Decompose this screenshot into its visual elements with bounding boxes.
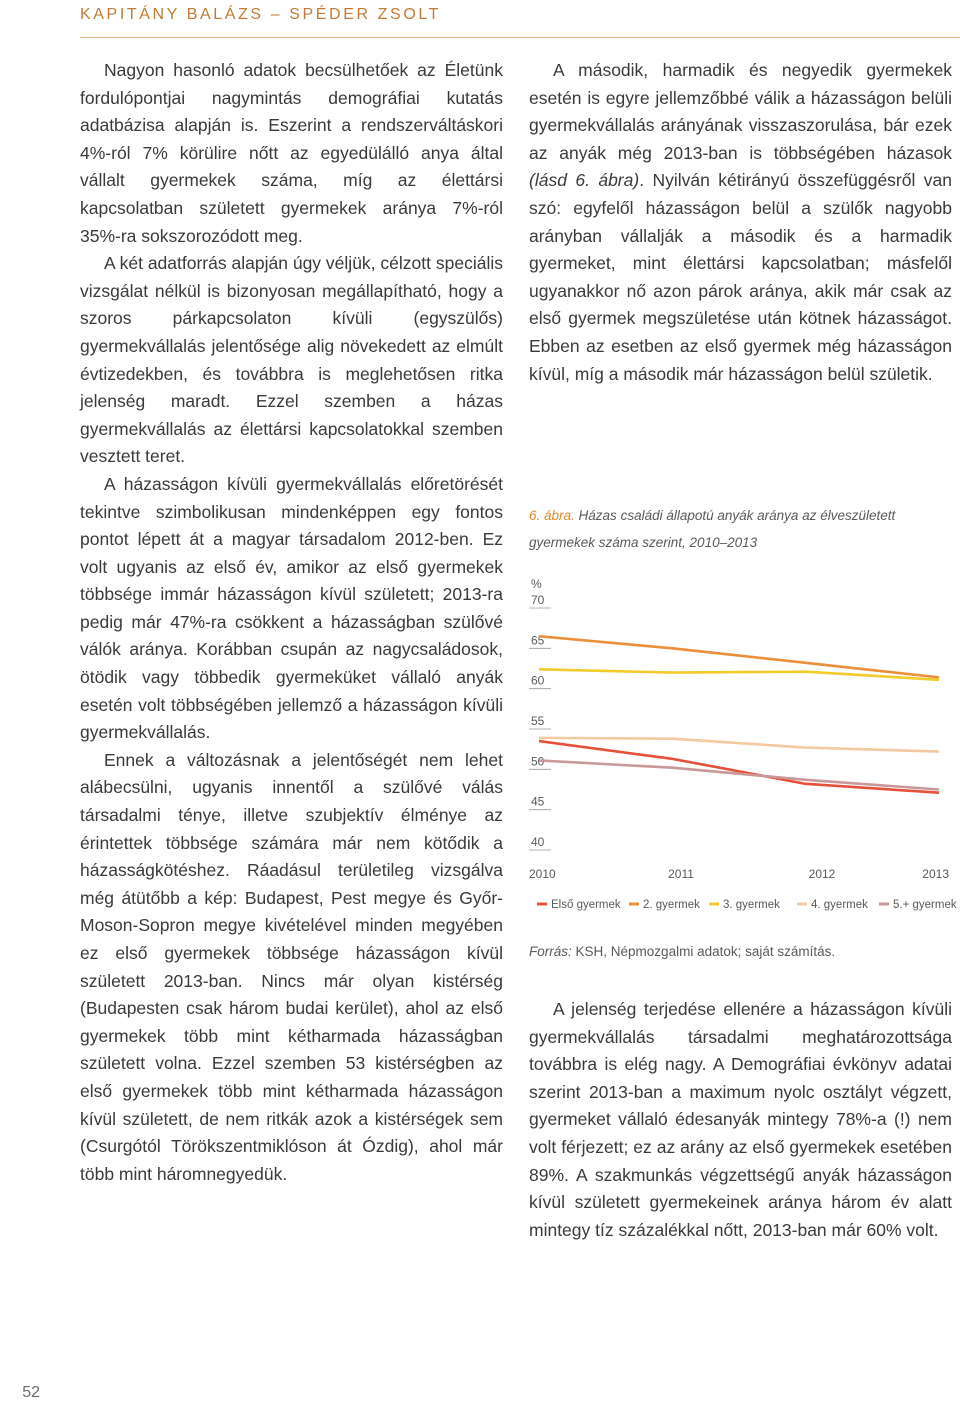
figure-caption-text: Házas családi állapotú anyák aránya az élveszületett gyermekek száma szerint, 2010–2013 bbox=[529, 508, 896, 550]
y-tick-label: 65 bbox=[531, 633, 545, 648]
left-column bbox=[80, 57, 503, 1188]
legend-label-1: Első gyermek bbox=[551, 899, 621, 911]
y-tick-label: 60 bbox=[531, 673, 545, 688]
figure-source bbox=[529, 944, 835, 959]
left-paragraph-2: A két adatforrás alapján úgy véljük, célzott speciális vizsgálat nélkül is bizonyosan megállapítható, hogy a szoros párkapcsolaton kívüli (egyszülős) gyermekvállalás jelentősége alig növekedett az elmúlt évtizedekben, és továbbra is meglehetősen ritka jelenség maradt. Ezzel szemben a házas gyermekvállalás az élettársi kapcsolatokkal szemben vesztett teret. bbox=[80, 253, 503, 467]
legend-label-4: 4. gyermek bbox=[811, 899, 868, 911]
legend-label-3: 3. gyermek bbox=[723, 899, 780, 911]
x-tick-label: 2012 bbox=[808, 867, 836, 881]
y-tick-label: 50 bbox=[531, 754, 545, 769]
y-tick-label: 40 bbox=[531, 835, 545, 849]
left-paragraph-4: Ennek a változásnak a jelentőségét nem lehet alábecsülni, ugyanis innentől a szülővé válás társadalmi ténye, illetve szubjektív élménye az érintettek többsége számára már nem kötődik a házasságkötéshez. Ráadásul területileg vizsgálva még átütőbb a kép: Budapest, Pest megye és Győr-Moson-Sopron megye kivételével minden megyében ez első gyermekek többsége házasságon kívül született 2013-ban. Nincs már olyan kistérség (Budapesten csak három budai kerület), ahol az első gyermekek több mint kétharmada házasságban született volna. Ezzel szemben 53 kistérségben az első gyermekek több mint kétharmada házasságon kívül született, de nem ritkák azok a kistérségek sem (Csurgótól Törökszentmiklóson át Ózdig), ahol már több mint háromnegyedük. bbox=[80, 749, 503, 1184]
line-chart bbox=[529, 568, 959, 918]
figure-number: 6. ábra. bbox=[529, 508, 575, 523]
figure-caption bbox=[529, 502, 959, 556]
right-column-top bbox=[529, 57, 952, 388]
right-paragraph-2: A jelenség terjedése ellenére a házasságon kívüli gyermekvállalás társadalmi meghatározottsága továbbra is elég nagy. A Demográfiai évkönyv adatai szerint 2013-ban a maximum nyolc osztályt végzett, gyermeket vállaló édesanyák mintegy 78%-a (!) nem volt férjezett; ez az arány az első gyermekek esetében 89%. A szakmunkás végzettségű anyák házasságon kívül született gyermekeinek aránya három év alatt mintegy tíz százalékkal nőtt, 2013-ban már 60% volt. bbox=[529, 999, 952, 1240]
page-number: 52 bbox=[22, 1384, 40, 1401]
source-text: KSH, Népmozgalmi adatok; saját számítás. bbox=[575, 944, 836, 959]
right-column-bottom bbox=[529, 996, 952, 1244]
right-paragraph-1-end: . Nyilván kétirányú összefüggésről van szó: egyfelől házasságon belül a szülők nagyobb arányban vállalják a második és a harmadik gyermeket, mint élettársi kapcsolatban; másfelől ugyanakkor nő azon párok aránya, akik már csak az első gyermek megszületése után kötnek házasságot. Ebben az esetben az első gyermek még házasságon kívül, míg a második már házasságon belül születik. bbox=[529, 170, 952, 384]
y-axis-label: % bbox=[531, 577, 542, 591]
running-header: KAPITÁNY BALÁZS – SPÉDER ZSOLT bbox=[80, 6, 442, 23]
y-tick-label: 70 bbox=[531, 593, 545, 607]
y-tick-label: 45 bbox=[531, 794, 545, 809]
left-paragraph-3: A házasságon kívüli gyermekvállalás előretörését tekintve szimbolikusan mindenképpen egy fontos pontot lépett át a magyar társadalom 2012-ben. Ez volt ugyanis az első év, amikor az első gyermekek többsége immár házasságon kívül született; 2013-ra pedig már 47%-ra csökkent a házasságban szülővé válók aránya. Korábban csupán az nagycsaládosok, ötödik vagy többedik gyermeküket vállaló anyák esetén volt többségében jellemző a házasságon kívüli gyermekvállalás. bbox=[80, 473, 503, 743]
legend-label-5: 5.+ gyermek bbox=[893, 899, 957, 911]
figure-reference: (lásd 6. ábra) bbox=[529, 170, 640, 191]
left-paragraph-1: Nagyon hasonló adatok becsülhetőek az Életünk fordulópontjai nagymintás demográfiai kutatás adatbázisa alapján is. Eszerint a rendszerváltáskori 4%-ról 7% körülire nőtt az egyedülálló anya által vállalt gyermekek száma, míg az élettársi kapcsolatban született gyermekek aránya 7%-ról 35%-ra sokszorozódott meg. bbox=[80, 60, 503, 246]
header-rule bbox=[80, 37, 960, 38]
x-tick-label: 2010 bbox=[529, 867, 556, 881]
y-tick-label: 55 bbox=[531, 714, 545, 728]
right-paragraph-1 bbox=[529, 57, 952, 388]
x-tick-label: 2011 bbox=[668, 867, 694, 881]
series-line-5 bbox=[539, 760, 939, 789]
right-paragraph-1-start: A második, harmadik és negyedik gyermekek esetén is egyre jellemzőbbé válik a házasságon belüli gyermekvállalás arányának visszaszorulása, bár ezek az anyák még 2013-ban is többségében házasok bbox=[529, 60, 952, 163]
source-label: Forrás: bbox=[529, 944, 572, 959]
legend-label-2: 2. gyermek bbox=[643, 899, 700, 911]
x-tick-label: 2013 bbox=[922, 867, 949, 881]
